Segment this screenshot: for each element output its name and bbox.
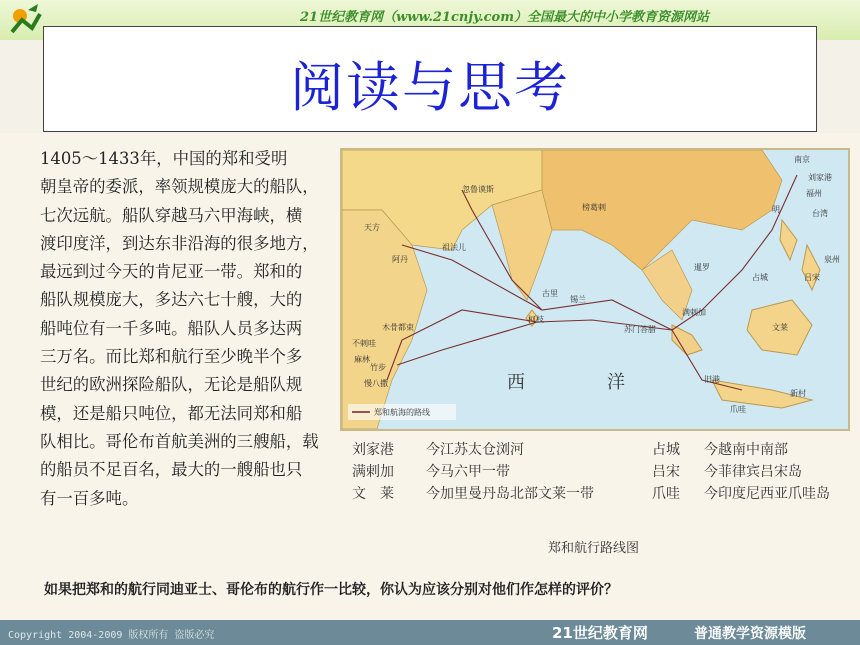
map-place-label: 天方 <box>364 223 380 232</box>
map-place-label: 柯枝 <box>528 315 544 324</box>
site-footer <box>0 620 860 645</box>
map-place-label: 苏门答腊 <box>624 325 656 334</box>
map-place-label: 暹罗 <box>694 263 710 272</box>
map-place-label: 明 <box>772 205 780 214</box>
title-box <box>43 26 817 132</box>
paragraph-line: 有一百多吨。 <box>40 488 139 508</box>
map-place-label: 福州 <box>806 189 822 198</box>
glossary-right-val: 今越南中南部 <box>704 442 788 458</box>
voyage-map <box>340 148 850 431</box>
reading-paragraph <box>40 145 330 513</box>
glossary-left-val: 今加里曼丹岛北部文莱一带 <box>426 486 594 502</box>
ocean-label-1: 西 <box>507 372 525 393</box>
glossary-right-key: 吕宋 <box>652 464 680 480</box>
glossary-left-key: 刘家港 <box>352 442 394 458</box>
paragraph-line: 1405～1433年，中国的郑和受明 <box>40 149 288 168</box>
ocean-label-2: 洋 <box>607 372 625 393</box>
map-place-label: 南京 <box>794 155 810 164</box>
paragraph-line: 模，还是船只吨位，都无法同郑和船 <box>40 403 303 423</box>
paragraph-line: 队相比。哥伦布首航美洲的三艘船，载 <box>40 431 319 451</box>
map-place-label: 麻林 <box>354 355 370 364</box>
paragraph-line: 世纪的欧洲探险船队，无论是船队规 <box>40 375 303 395</box>
paragraph-line: 的船员不足百名，最大的一艘船也只 <box>40 460 303 480</box>
map-place-label: 榜葛剌 <box>582 203 606 212</box>
map-place-label: 爪哇 <box>730 405 746 414</box>
map-place-label: 木骨都束 <box>382 323 414 332</box>
map-place-label: 古里 <box>542 289 558 298</box>
map-place-label: 满剌加 <box>682 308 706 317</box>
glossary-left-val: 今马六甲一带 <box>426 464 510 480</box>
map-place-label: 文莱 <box>772 323 788 332</box>
map-place-label: 慢八撒 <box>364 379 388 388</box>
map-place-label: 旧港 <box>704 375 720 384</box>
discussion-question: 如果把郑和的航行同迪亚士、哥伦布的航行作一比较，你认为应该分别对他们作怎样的评价？ <box>44 582 618 598</box>
glossary-right-val: 今菲律宾吕宋岛 <box>704 464 802 480</box>
map-place-label: 吕宋 <box>804 273 820 282</box>
footer-brand: 21世纪教育网 <box>552 624 648 642</box>
glossary-right-key: 占城 <box>652 442 680 458</box>
paragraph-line: 船队规模庞大，多达六七十艘，大的 <box>40 290 303 310</box>
map-place-label: 祖法儿 <box>442 243 466 252</box>
paragraph-line: 朝皇帝的委派，率领规模庞大的船队， <box>40 177 319 197</box>
map-place-label: 刘家港 <box>808 173 832 182</box>
voyage-map-drawing <box>342 150 848 429</box>
paragraph-line: 最远到过今天的肯尼亚一带。郑和的 <box>40 262 303 282</box>
paragraph-line: 渡印度洋，到达东非沿海的很多地方， <box>40 233 319 253</box>
map-place-label: 不剌哇 <box>352 339 376 348</box>
map-place-label: 忽鲁谟斯 <box>462 185 494 194</box>
page-title: 阅读与思考 <box>290 56 570 119</box>
glossary-left-key: 满剌加 <box>352 464 394 480</box>
map-place-label: 新村 <box>790 389 806 398</box>
glossary-right-key: 爪哇 <box>652 486 680 502</box>
map-place-label: 台湾 <box>812 209 828 218</box>
map-place-label: 竹步 <box>370 363 386 372</box>
map-place-label: 锡兰 <box>570 295 586 304</box>
map-place-label: 阿丹 <box>392 255 408 264</box>
glossary-right-val: 今印度尼西亚爪哇岛 <box>704 486 830 502</box>
footer-brand-2: 普通教学资源模版 <box>694 626 806 642</box>
site-text: 21世纪教育网（www.21cnjy.com）全国最大的中小学教育资源网站 <box>300 10 709 25</box>
textbook-page <box>0 133 860 620</box>
map-legend-label: 郑和航海的路线 <box>374 408 430 417</box>
map-place-label: 占城 <box>752 273 768 282</box>
copyright-text: Copyright 2004-2009 版权所有 盗版必究 <box>8 630 215 641</box>
paragraph-line: 三万名。而比郑和航行至少晚半个多 <box>40 347 303 367</box>
paragraph-line: 船吨位有一千多吨。船队人员多达两 <box>40 318 303 338</box>
glossary-left-key: 文 莱 <box>352 486 394 502</box>
glossary-left-val: 今江苏太仓浏河 <box>426 442 524 458</box>
map-caption: 郑和航行路线图 <box>548 541 640 556</box>
map-place-label: 泉州 <box>824 255 840 264</box>
paragraph-line: 七次远航。船队穿越马六甲海峡，横 <box>40 205 303 225</box>
